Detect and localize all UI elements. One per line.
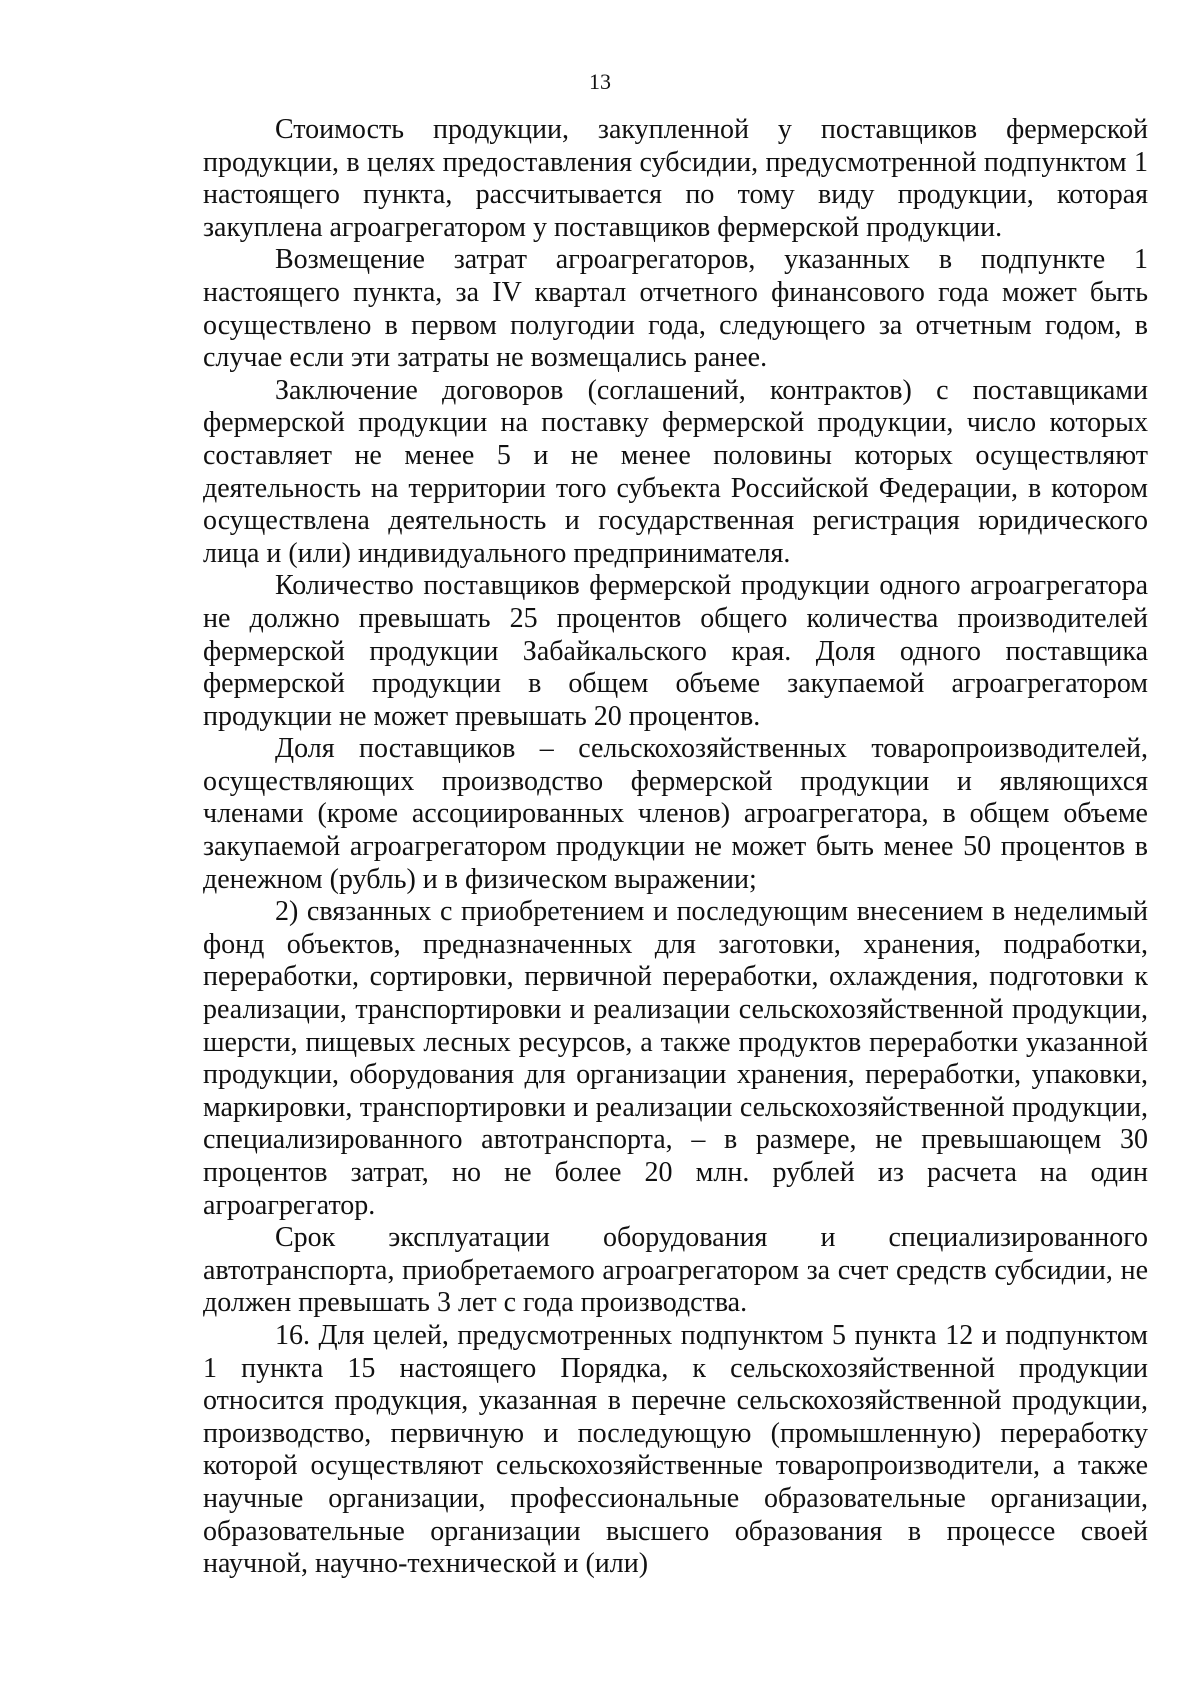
- paragraph: 2) связанных с приобретением и последующим внесением в неделимый фонд объектов, предназначенных для заготовки, хранения, подработки, переработки, сортировки, первичной переработки, охлаждения, подготовки к реализации, транспортировки и реализации сельскохозяйственной продукции, шерсти, пищевых лесных ресурсов, а также продуктов переработки указанной продукции, оборудования для организации хранения, переработки, упаковки, маркировки, транспортировки и реализации сельскохозяйственной продукции, специализированного автотранспорта, – в размере, не превышающем 30 процентов затрат, но не более 20 млн. рублей из расчета на один агроагрегатор.: [203, 896, 1148, 1221]
- paragraph: Количество поставщиков фермерской продукции одного агроагрегатора не должно превышать 25 процентов общего количества производителей фермерской продукции Забайкальского края. Доля одного поставщика фермерской продукции в общем объеме закупаемой агроагрегатором продукции не может превышать 20 процентов.: [203, 570, 1148, 732]
- paragraph: Возмещение затрат агроагрегаторов, указанных в подпункте 1 настоящего пункта, за IV квартал отчетного финансового года может быть осуществлено в первом полугодии года, следующего за отчетным годом, в случае если эти затраты не возмещались ранее.: [203, 244, 1148, 374]
- paragraph: Срок эксплуатации оборудования и специализированного автотранспорта, приобретаемого агроагрегатором за счет средств субсидии, не должен превышать 3 лет с года производства.: [203, 1222, 1148, 1319]
- paragraph: 16. Для целей, предусмотренных подпунктом 5 пункта 12 и подпунктом 1 пункта 15 настоящего Порядка, к сельскохозяйственной продукции относится продукция, указанная в перечне сельскохозяйственной продукции, производство, первичную и последующую (промышленную) переработку которой осуществляют сельскохозяйственные товаропроизводители, а также научные организации, профессиональные образовательные организации, образовательные организации высшего образования в процессе своей научной, научно-технической и (или): [203, 1319, 1148, 1580]
- paragraph: Стоимость продукции, закупленной у поставщиков фермерской продукции, в целях предоставления субсидии, предусмотренной подпунктом 1 настоящего пункта, рассчитывается по тому виду продукции, которая закуплена агроагрегатором у поставщиков фермерской продукции.: [203, 114, 1148, 243]
- paragraph: Доля поставщиков – сельскохозяйственных товаропроизводителей, осуществляющих производство фермерской продукции и являющихся членами (кроме ассоциированных членов) агроагрегатора, в общем объеме закупаемой агроагрегатором продукции не может быть менее 50 процентов в денежном (рубль) и в физическом выражении;: [203, 733, 1148, 895]
- document-body: [203, 114, 1148, 1581]
- paragraph: Заключение договоров (соглашений, контрактов) с поставщиками фермерской продукции на поставку фермерской продукции, число которых составляет не менее 5 и не менее половины которых осуществляют деятельность на территории того субъекта Российской Федерации, в котором осуществлена деятельность и государственная регистрация юридического лица и (или) индивидуального предпринимателя.: [203, 374, 1148, 569]
- page-number: 13: [589, 69, 611, 94]
